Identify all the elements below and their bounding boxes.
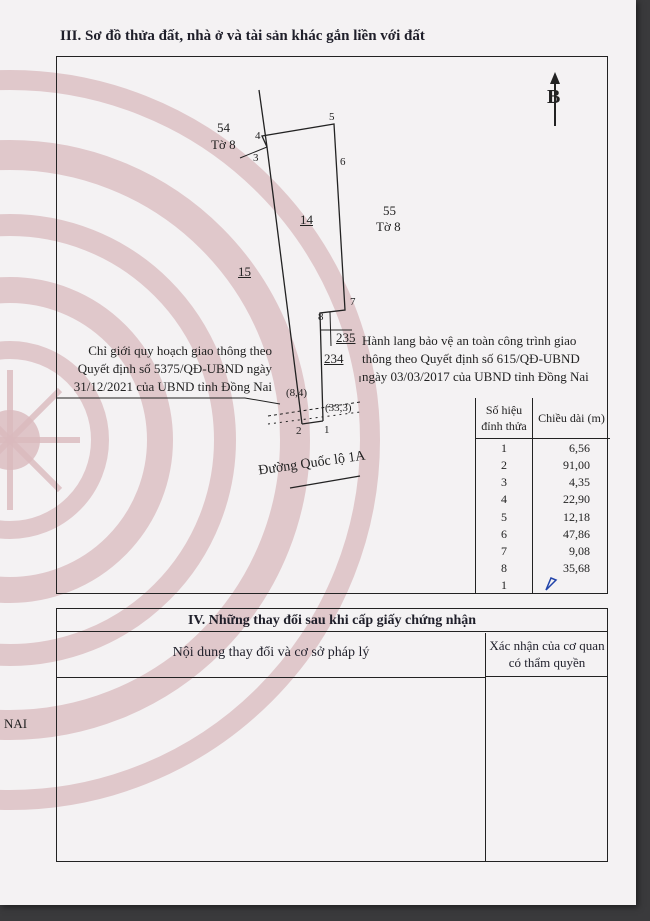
point-cell: 4 bbox=[476, 491, 533, 508]
point-label-8: 8 bbox=[318, 311, 324, 323]
north-symbol: B bbox=[547, 86, 561, 108]
point-label-2: 2 bbox=[296, 425, 302, 437]
point-label-6: 6 bbox=[340, 156, 346, 168]
point-label-1: 1 bbox=[324, 424, 330, 436]
point-cell: 3 bbox=[476, 474, 533, 491]
neighbor-parcel-number: 54 bbox=[217, 120, 230, 135]
left-parcel-number: 15 bbox=[238, 264, 251, 279]
table-row bbox=[476, 439, 611, 457]
neighbor-parcel-number-right: 55 bbox=[383, 203, 396, 218]
section-4-title: IV. Những thay đổi sau khi cấp giấy chứng nhận bbox=[57, 609, 607, 632]
length-cell: 12,18 bbox=[533, 508, 611, 525]
safety-corridor-note: Hành lang bảo vệ an toàn công trình giao thông theo Quyết định số 615/QĐ-UBND ngày 03/03/2017 của UBND tỉnh Đồng Nai bbox=[362, 333, 589, 384]
length-cell bbox=[533, 577, 611, 594]
length-cell: 4,35 bbox=[533, 474, 611, 491]
table-row bbox=[476, 577, 611, 594]
column-header-point: Số hiệu đỉnh thửa bbox=[476, 398, 533, 439]
confirmation-header: Xác nhận của cơ quan có thẩm quyền bbox=[486, 633, 608, 677]
section-3-title: III. Sơ đồ thửa đất, nhà ở và tài sản khác gắn liền với đất bbox=[60, 28, 425, 44]
dimension-left: (8,4) bbox=[286, 387, 308, 399]
point-cell: 1 bbox=[476, 439, 533, 457]
point-cell: 1 bbox=[476, 577, 533, 594]
road-name: Đường Quốc lộ 1A bbox=[257, 448, 367, 479]
point-label-7: 7 bbox=[350, 296, 356, 308]
point-cell: 5 bbox=[476, 508, 533, 525]
table-row bbox=[476, 525, 611, 542]
table-row bbox=[476, 474, 611, 491]
table-row bbox=[476, 491, 611, 508]
section-4-changes bbox=[56, 608, 608, 862]
main-parcel-number: 14 bbox=[300, 212, 313, 227]
point-cell: 7 bbox=[476, 542, 533, 559]
point-label-4: 4 bbox=[255, 130, 261, 142]
change-content-header: Nội dung thay đổi và cơ sở pháp lý bbox=[57, 633, 485, 678]
edge-length-table bbox=[475, 398, 610, 594]
point-cell: 6 bbox=[476, 525, 533, 542]
point-cell: 8 bbox=[476, 560, 533, 577]
length-cell: 6,56 bbox=[533, 439, 611, 457]
length-cell: 91,00 bbox=[533, 456, 611, 473]
point-label-3: 3 bbox=[253, 152, 259, 164]
inner-parcel-bottom: 234 bbox=[324, 351, 344, 366]
dimension-right: (33,3) bbox=[325, 402, 352, 414]
point-label-5: 5 bbox=[329, 111, 335, 123]
table-row bbox=[476, 508, 611, 525]
length-cell: 35,68 bbox=[533, 560, 611, 577]
column-header-length: Chiều dài (m) bbox=[533, 398, 611, 439]
confirmation-column bbox=[485, 633, 608, 861]
point-cell: 2 bbox=[476, 456, 533, 473]
table-row bbox=[476, 542, 611, 559]
neighbor-sheet: Tờ 8 bbox=[211, 137, 236, 152]
inner-parcel-top: 235 bbox=[336, 330, 356, 345]
length-cell: 9,08 bbox=[533, 542, 611, 559]
neighbor-sheet-right: Tờ 8 bbox=[376, 219, 401, 234]
length-cell: 22,90 bbox=[533, 491, 611, 508]
table-row bbox=[476, 560, 611, 577]
edge-fragment-text: NAI bbox=[4, 716, 28, 731]
length-cell: 47,86 bbox=[533, 525, 611, 542]
table-row bbox=[476, 456, 611, 473]
planning-boundary-note: Chỉ giới quy hoạch giao thông theo Quyết định số 5375/QĐ-UBND ngày 31/12/2021 của UBND tỉnh Đồng Nai bbox=[73, 343, 272, 394]
